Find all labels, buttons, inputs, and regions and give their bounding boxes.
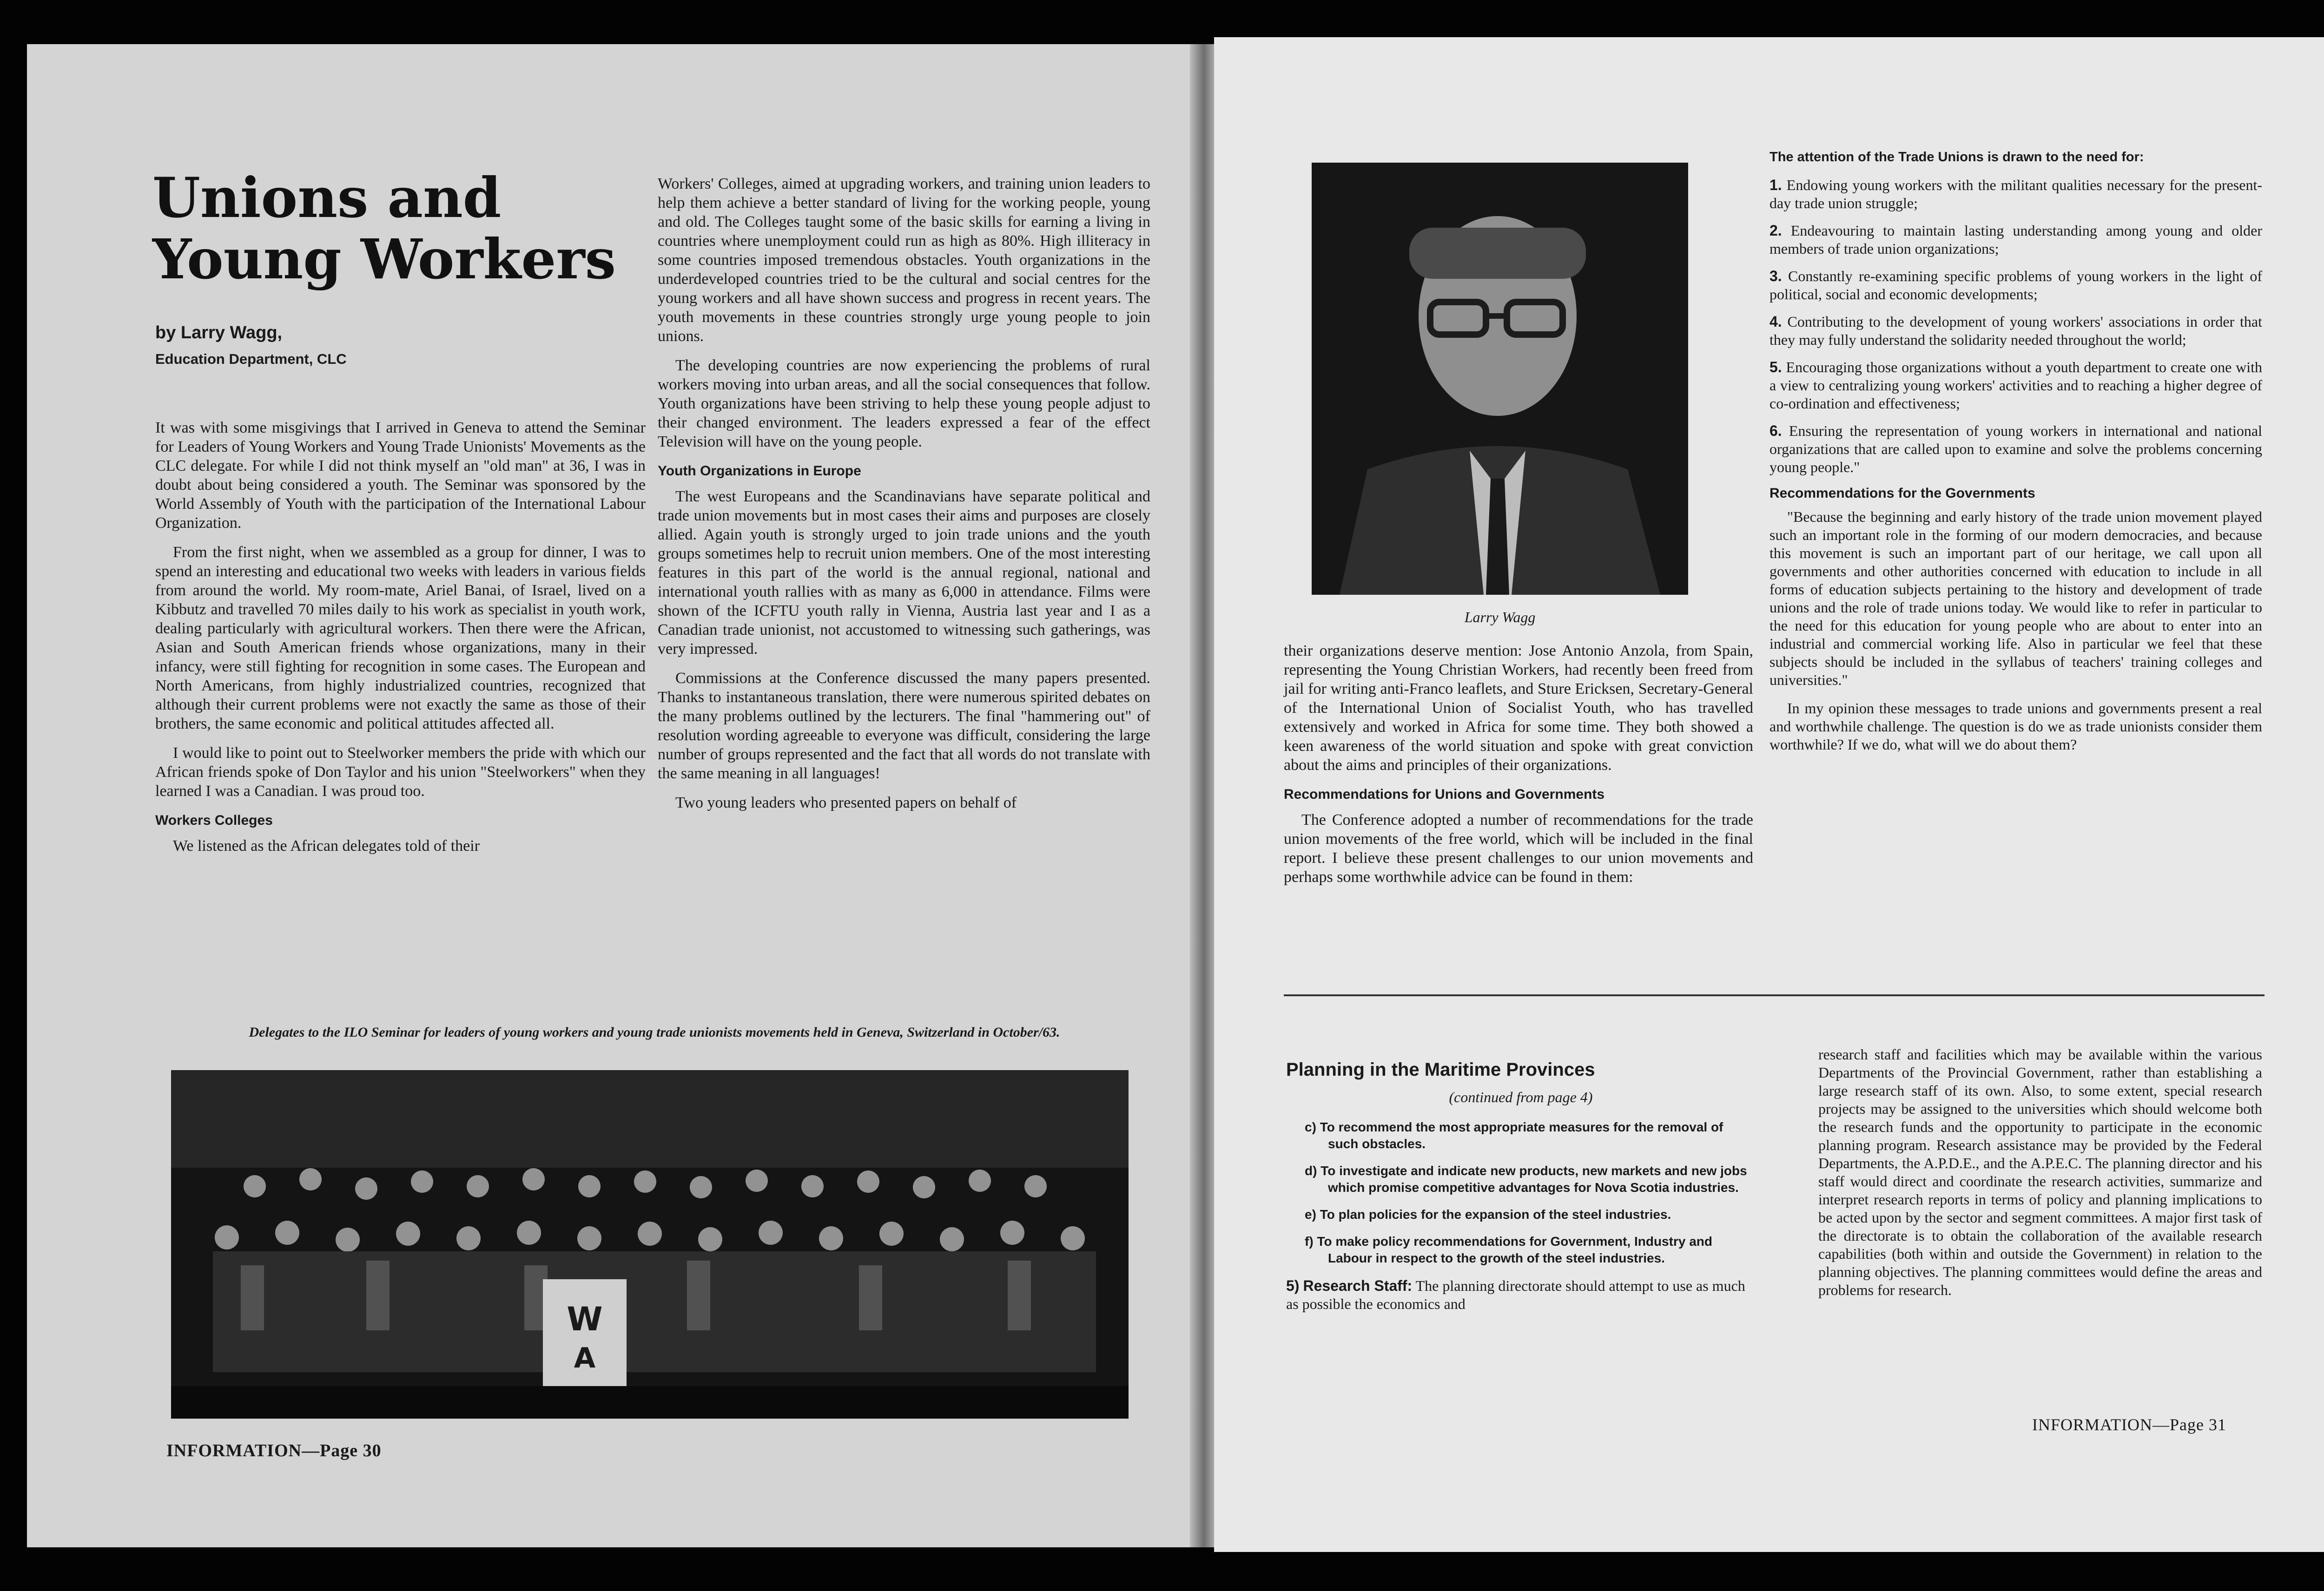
section-heading: Recommendations for Unions and Governments bbox=[1284, 787, 1605, 802]
list-item bbox=[1769, 358, 2262, 413]
article-title bbox=[152, 167, 616, 290]
list-item-number: 3. bbox=[1769, 268, 1782, 284]
maritime-item-number: d) bbox=[1305, 1164, 1317, 1178]
maritime-item bbox=[1305, 1206, 1756, 1223]
section-heading: Workers Colleges bbox=[155, 813, 273, 828]
paragraph: Commissions at the Conference discussed the many papers presented. Thanks to instantaneous translation, there were numerous spirited debates on the many problems outlined by the lecturers. The final "hammering out" of resolution wording agreeable to everyone was difficult, considering the large number of groups represented and the fact that all words do not translate with the same meaning in all languages! bbox=[658, 670, 1150, 782]
title-line-1: Unions and bbox=[152, 165, 502, 230]
list-item-text: Ensuring the representation of young workers in international and national organizations that are called upon to examine and solve the problems concerning young people." bbox=[1769, 422, 2263, 475]
gov-text bbox=[1769, 508, 2262, 754]
maritime-list bbox=[1286, 1119, 1756, 1267]
byline: by Larry Wagg, bbox=[155, 323, 283, 342]
svg-text:A: A bbox=[574, 1342, 596, 1374]
list-item-text: Encouraging those organizations without a youth department to create one with a view to centralizing young workers' activities and to reaching a higher degree of co-ordination and effectiveness; bbox=[1769, 359, 2263, 412]
paragraph: In my opinion these messages to trade unions and governments present a real and worthwhile challenge. The question is do we as trade unionists consider them worthwhile? If we do, what will we do about them? bbox=[1769, 700, 2262, 753]
page-footer-right: INFORMATION—Page 31 bbox=[2032, 1415, 2226, 1434]
maritime-continued: (continued from page 4) bbox=[1449, 1089, 1593, 1105]
research-paragraph bbox=[1286, 1277, 1756, 1313]
list-item-number: 1. bbox=[1769, 177, 1782, 193]
department: Education Department, CLC bbox=[155, 351, 347, 367]
left-column-2 bbox=[658, 174, 1150, 822]
list-item-text: Endowing young workers with the militant qualities necessary for the present-day trade union struggle; bbox=[1769, 177, 2263, 211]
right-column-2 bbox=[1769, 150, 2262, 764]
paragraph: The Conference adopted a number of recommendations for the trade union movements of the free world, which will be included in the final report. I believe these present challenges to our union movements and perhaps some worthwhile advice can be found in them: bbox=[1284, 811, 1753, 886]
paragraph: Workers' Colleges, aimed at upgrading workers, and training union leaders to help them achieve a better standard of living for the working people, young and old. The Colleges taught some of the basic skills for earning a living in countries where unemployment could run as high as 80%. High illiteracy in some countries imposed tremendous obstacles. Youth organizations in the underdeveloped countries tried to be the cultural and social centres for the young workers and all have shown success and progress in recent years. The youth movements in these countries strongly urge young people to join unions. bbox=[658, 175, 1150, 345]
maritime-item-text: To recommend the most appropriate measures for the removal of such obstacles. bbox=[1320, 1120, 1723, 1151]
maritime-item-text: To investigate and indicate new products, new markets and new jobs which promise competitive advantages for Nova Scotia industries. bbox=[1320, 1164, 1747, 1195]
maritime-column-1 bbox=[1286, 1059, 1756, 1313]
maritime-item-number: e) bbox=[1305, 1207, 1316, 1222]
left-page bbox=[27, 44, 1217, 1547]
title-line-2: Young Workers bbox=[152, 227, 616, 291]
maritime-item bbox=[1305, 1119, 1756, 1152]
page-footer-left: INFORMATION—Page 30 bbox=[166, 1441, 382, 1460]
list-item-number: 6. bbox=[1769, 422, 1782, 439]
list-item-number: 5. bbox=[1769, 359, 1782, 375]
right-page bbox=[1214, 37, 2324, 1552]
research-text: The planning directorate should attempt to use as much as possible the economics and bbox=[1286, 1277, 1745, 1312]
section-divider bbox=[1284, 994, 2265, 996]
svg-text:W: W bbox=[567, 1300, 603, 1338]
list-item-text: Contributing to the development of young workers' associations in order that they may fully understand the solidarity needed throughout the world; bbox=[1769, 313, 2263, 348]
maritime-item bbox=[1305, 1233, 1756, 1267]
maritime-column-2 bbox=[1818, 1045, 2262, 1309]
list-item bbox=[1769, 313, 2262, 349]
maritime-item-text: To make policy recommendations for Government, Industry and Labour in respect to the growth of the steel industries. bbox=[1317, 1234, 1712, 1265]
paragraph: research staff and facilities which may be available within the various Departments of the Provincial Government, rather than establishing a large research staff of its own. Also, to some extent, special research projects may be assigned to the universities which should welcome both the research funds and the opportunity to participate in the economic planning program. Research assistance may be provided by the Federal Departments, the A.P.D.E., and the A.P.E.C. The planning director and his staff would direct and coordinate the research activities, summarize and interpret research reports in terms of policy and planning implications to be acted upon by the sector and segment committees. A major first task of the directorate is to obtain the collaboration of the available research capabilities (both within and outside the Government) in relation to the planning objectives. The planning committees would define the areas and problems for research. bbox=[1818, 1046, 2262, 1298]
group-photo-image bbox=[171, 1070, 1129, 1419]
paragraph: The developing countries are now experiencing the problems of rural workers moving into urban areas, and all the social consequences that follow. Youth organizations have been striving to help these young people adjust to their changed environment. The leaders expressed a fear of the effect Television will have on the young people. bbox=[658, 357, 1150, 450]
research-label: Research Staff: bbox=[1303, 1277, 1413, 1294]
maritime-item-text: To plan policies for the expansion of the steel industries. bbox=[1320, 1207, 1671, 1222]
list-item bbox=[1769, 176, 2262, 212]
list-item-text: Constantly re-examining specific problems of young workers in the light of political, social and economic developments; bbox=[1769, 268, 2263, 302]
research-number: 5) bbox=[1286, 1277, 1300, 1294]
photo-caption: Delegates to the ILO Seminar for leaders of young workers and young trade unionists movements held in Geneva, Switzerland in October/63. bbox=[249, 1025, 1060, 1040]
paragraph: "Because the beginning and early history of the trade union movement played such an important role in the forming of our modern democracies, and because this movement is such an important part of our heritage, we call upon all governments and other authorities concerned with education to include in all forms of education subjects pertaining to the history and development of trade unions and the role of trade unions today. We would like to refer in particular to the need for this education for young people who are about to enter into an industrial and commercial working life. Also in particular we feel that these subjects should be included in the syllabus of teachers' training colleges and universities." bbox=[1769, 508, 2262, 688]
list-item bbox=[1769, 267, 2262, 303]
right-column-1 bbox=[1284, 641, 1753, 897]
list-item-number: 4. bbox=[1769, 313, 1782, 330]
section-heading: Youth Organizations in Europe bbox=[658, 463, 861, 479]
paragraph: We listened as the African delegates told of their bbox=[173, 837, 480, 855]
attention-heading: The attention of the Trade Unions is drawn to the need for: bbox=[1769, 150, 2144, 164]
paragraph: Two young leaders who presented papers on behalf of bbox=[675, 794, 1017, 811]
paragraph: The west Europeans and the Scandinavians have separate political and trade union movements but in most cases their aims and purposes are closely allied. Again youth is strongly urged to join trade unions and the youth groups sometimes help to recruit union members. One of the most interesting features in this part of the world is the annual regional, national and international youth rallies with as many as 6,000 in attendance. Films were shown of the ICFTU youth rally in Vienna, Austria last year and I as a Canadian trade unionist, not accustomed to witnessing such gatherings, was very impressed. bbox=[658, 488, 1150, 657]
maritime-item bbox=[1305, 1163, 1756, 1196]
section-heading: Recommendations for the Governments bbox=[1769, 486, 2035, 501]
left-column-1 bbox=[155, 418, 646, 866]
paragraph: I would like to point out to Steelworker members the pride with which our African friends spoke of Don Taylor and his union "Steelworkers" when they learned I was a Canadian. I was proud too. bbox=[155, 744, 646, 800]
list-item bbox=[1769, 422, 2262, 476]
paragraph: From the first night, when we assembled as a group for dinner, I was to spend an interesting and educational two weeks with leaders in various fields from around the world. My room-mate, Ariel Banai, of Israel, lived on a Kibbutz and travelled 70 miles daily to his work as specialist in youth work, dealing particularly with agricultural workers. Then there were the African, Asian and South American friends whose organizations, many in their infancy, were still fighting for recognition in some cases. The European and North Americans, from highly industrialized countries, recognized that although their current problems were not exactly the same as those of their brothers, the same economic and political attitudes affected all. bbox=[155, 544, 646, 732]
portrait-caption: Larry Wagg bbox=[1464, 609, 1536, 625]
paragraph: It was with some misgivings that I arrived in Geneva to attend the Seminar for Leaders of Young Workers and Young Trade Unionists' Movements as the CLC delegate. For while I did not think myself an "old man" at 36, I was in doubt about being considered a youth. The Seminar was sponsored by the World Assembly of Youth with the participation of the International Labour Organization. bbox=[155, 419, 646, 532]
recommendation-list bbox=[1769, 176, 2262, 476]
maritime-title: Planning in the Maritime Provinces bbox=[1286, 1059, 1595, 1080]
list-item bbox=[1769, 222, 2262, 258]
paragraph: their organizations deserve mention: Jose Antonio Anzola, from Spain, representing the Young Christian Workers, had recently been freed from jail for writing anti-Franco leaflets, and Sture Ericksen, Secretary-General of the International Union of Socialist Youth, who has travelled extensively and worked in Africa for some time. They both showed a keen awareness of the world situation and spoke with great conviction about the aims and principles of their organizations. bbox=[1284, 642, 1753, 774]
maritime-item-number: f) bbox=[1305, 1234, 1314, 1249]
list-item-number: 2. bbox=[1769, 222, 1782, 239]
portrait-image bbox=[1312, 163, 1688, 595]
group-photo bbox=[171, 1070, 1129, 1419]
portrait-photo bbox=[1312, 163, 1688, 595]
list-item-text: Endeavouring to maintain lasting understanding among young and older members of trade union organizations; bbox=[1769, 222, 2262, 257]
book-spine bbox=[1190, 44, 1218, 1547]
maritime-item-number: c) bbox=[1305, 1120, 1316, 1134]
